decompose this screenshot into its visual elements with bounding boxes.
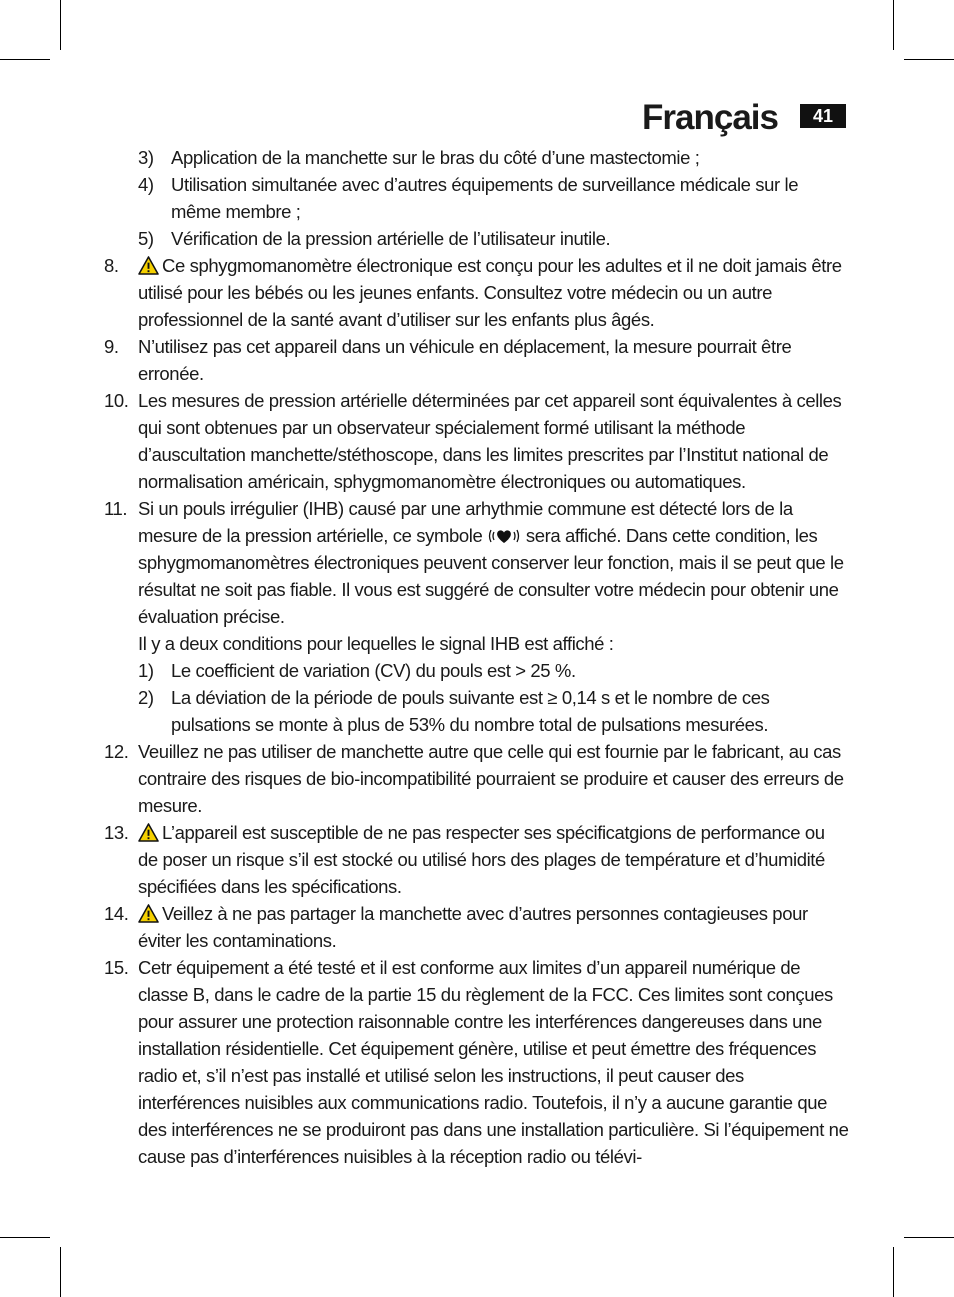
crop-mark — [0, 59, 50, 60]
warning-triangle-icon — [138, 256, 159, 275]
sub-item-text: Utilisation simultanée avec d’autres équipements de surveillance médicale sur le même membre ; — [171, 174, 799, 222]
item-text: Si un pouls irrégulier (IHB) causé par une arhythmie commune est détecté lors de la mesure de la pression artérielle, ce symbole — [138, 498, 793, 546]
item-text: Les mesures de pression artérielle déterminées par cet appareil sont équivalentes à celles qui sont obtenues par un observateur spécialement formé utilisant la méthode d’auscultation manchette/stéthoscope, dans les limites prescrites par l’Institut national de normalisation américain, sphygmomanomètre électroniques ou automatiques. — [138, 390, 842, 492]
crop-mark — [904, 1237, 954, 1238]
crop-mark — [0, 1237, 50, 1238]
list-item — [104, 144, 849, 171]
sub-item-number: 3) — [138, 147, 154, 168]
crop-mark — [60, 0, 61, 50]
crop-mark — [904, 59, 954, 60]
crop-mark — [60, 1247, 61, 1297]
list-item — [104, 495, 849, 630]
item-text: Ce sphygmomanomètre électronique est conçu pour les adultes et il ne doit jamais être utilisé pour les bébés ou les jeunes enfants. Consultez votre médecin ou un autre professionnel de la santé avant d’utiliser sur les enfants plus âgés. — [138, 255, 842, 330]
item-number: 12. — [104, 741, 129, 762]
sub-item-text: Le coefficient de variation (CV) du pouls est > 25 %. — [171, 660, 576, 681]
list-item — [104, 738, 849, 819]
item-continuation: Il y a deux conditions pour lequelles le signal IHB est affiché : — [138, 633, 614, 654]
item-number: 14. — [104, 903, 129, 924]
crop-mark — [893, 1247, 894, 1297]
list-item — [104, 252, 849, 333]
list-item — [104, 225, 849, 252]
warning-triangle-icon — [138, 904, 159, 923]
warning-triangle-icon — [138, 823, 159, 842]
language-title: Français — [642, 98, 778, 137]
item-text: Cetr équipement a été testé et il est conforme aux limites d’un appareil numérique de classe B, dans le cadre de la partie 15 du règlement de la FCC. Ces limites sont conçues pour assurer une protection raisonnable contre les interférences dangereuses dans une installation résidentielle. Cet équipement génère, utilise et peut émettre des fréquences radio et, s’il n’est pas installé et utilisé selon les instructions, il peut causer des interférences nuisibles aux communications radio. Toutefois, il n’y a aucune garantie que des interférences ne se produiront pas dans une installation particulière. Si l’équipement ne cause pas d’interférences nuisibles à la réception radio ou télévi- — [138, 957, 849, 1167]
sub-item-text: Vérification de la pression artérielle de l’utilisateur inutile. — [171, 228, 611, 249]
sub-item-number: 5) — [138, 228, 154, 249]
sub-item-text: Application de la manchette sur le bras du côté d’une mastectomie ; — [171, 147, 700, 168]
page-number-badge: 41 — [800, 104, 846, 128]
document-body — [104, 144, 849, 1170]
item-number: 15. — [104, 957, 129, 978]
item-text: Veillez à ne pas partager la manchette avec d’autres personnes contagieuses pour éviter les contaminations. — [138, 903, 808, 951]
list-item — [104, 900, 849, 954]
item-number: 8. — [104, 255, 119, 276]
item-text: L’appareil est susceptible de ne pas respecter ses spécificatgions de performance ou de poser un risque s’il est stocké ou utilisé hors des plages de température et d’humidité spécifiées dans les spécifications. — [138, 822, 825, 897]
item-text: Veuillez ne pas utiliser de manchette autre que celle qui est fournie par le fabricant, au cas contraire des risques de bio-incompatibilité pourraient se produire et causer des erreurs de mesure. — [138, 741, 844, 816]
irregular-heartbeat-icon — [487, 527, 521, 545]
list-item — [104, 819, 849, 900]
list-item — [104, 387, 849, 495]
item-text: sera affiché. Dans cette condition, les sphygmomanomètres électroniques peuvent conserver leur fonction, mais il se peut que le résultat ne soit pas fiable. Il vous est suggéré de consulter votre médecin pour obtenir une évaluation précise. — [138, 525, 844, 627]
sub-item-text: La déviation de la période de pouls suivante est ≥ 0,14 s et le nombre de ces pulsations se monte à plus de 53% du nombre total de pulsations mesurées. — [171, 687, 770, 735]
crop-mark — [893, 0, 894, 50]
list-item — [104, 171, 849, 225]
item-number: 10. — [104, 390, 129, 411]
list-item — [104, 954, 849, 1170]
sub-item-number: 4) — [138, 174, 154, 195]
sub-item-number: 2) — [138, 687, 154, 708]
item-number: 11. — [104, 498, 128, 519]
list-item — [104, 657, 849, 684]
item-text: N’utilisez pas cet appareil dans un véhicule en déplacement, la mesure pourrait être erronée. — [138, 336, 792, 384]
list-item — [104, 684, 849, 738]
item-number: 9. — [104, 336, 119, 357]
sub-item-number: 1) — [138, 660, 154, 681]
item-number: 13. — [104, 822, 129, 843]
page-header — [600, 96, 846, 140]
list-item — [104, 333, 849, 387]
